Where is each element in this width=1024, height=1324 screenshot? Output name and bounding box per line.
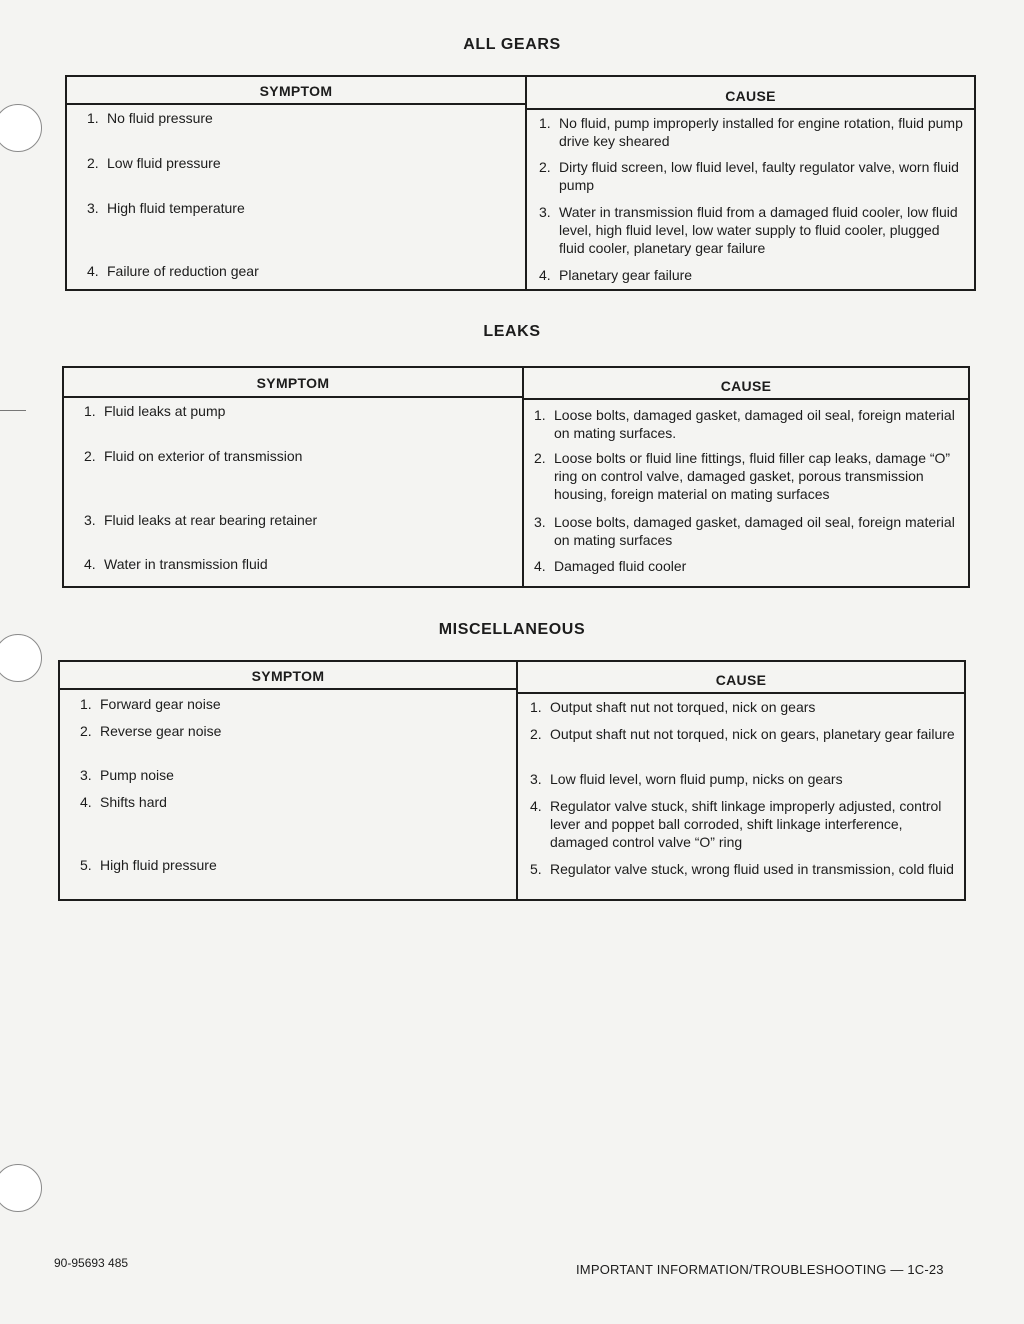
binder-hole: [0, 104, 42, 152]
symptom-item: 1. No fluid pressure: [87, 110, 213, 126]
cause-item: 4. Planetary gear failure: [539, 267, 693, 283]
leaks-table: [62, 366, 970, 588]
binder-hole: [0, 634, 42, 682]
symptom-item: 2. Fluid on exterior of transmission: [84, 448, 303, 464]
symptom-item: 3. Fluid leaks at rear bearing retainer: [84, 512, 318, 528]
margin-mark: [0, 410, 26, 411]
cause-column: [516, 662, 964, 899]
miscellaneous-table: [58, 660, 966, 901]
symptom-item: 5. High fluid pressure: [80, 857, 217, 873]
cause-column: [525, 77, 974, 289]
page-label: IMPORTANT INFORMATION/TROUBLESHOOTING — 1C-23: [576, 1262, 944, 1277]
cause-item: 2. Output shaft nut not torqued, nick on gears, planetary gear failure: [530, 726, 955, 742]
cause-item: 3. Water in transmission fluid from a damaged fluid cooler, low fluid level, high fluid level, low water supply to fluid cooler, plugged fluid cooler, planetary gear failure: [539, 204, 958, 256]
cause-item: 5. Regulator valve stuck, wrong fluid used in transmission, cold fluid: [530, 861, 954, 877]
section-title-leaks: LEAKS: [483, 323, 541, 340]
cause-item: 1. No fluid, pump improperly installed for engine rotation, fluid pump drive key sheared: [539, 115, 963, 149]
symptom-item: 3. Pump noise: [80, 767, 174, 783]
symptom-header: SYMPTOM: [67, 77, 525, 105]
cause-header: CAUSE: [527, 77, 974, 110]
symptom-item: 1. Fluid leaks at pump: [84, 403, 226, 419]
cause-item: 3. Low fluid level, worn fluid pump, nicks on gears: [530, 771, 843, 787]
cause-item: 4. Regulator valve stuck, shift linkage improperly adjusted, control lever and poppet ball corroded, shift linkage interference, damaged control valve “O” ring: [530, 798, 942, 850]
all-gears-table: [65, 75, 976, 291]
cause-item: 1. Output shaft nut not torqued, nick on gears: [530, 699, 816, 715]
symptom-item: 4. Shifts hard: [80, 794, 167, 810]
binder-hole: [0, 1164, 42, 1212]
part-number: 90-95693 485: [54, 1256, 129, 1270]
symptom-column: [67, 77, 525, 289]
symptom-header: SYMPTOM: [60, 662, 516, 690]
cause-column: [522, 368, 968, 586]
cause-header: CAUSE: [524, 368, 968, 400]
section-title-miscellaneous: MISCELLANEOUS: [438, 621, 586, 638]
symptom-item: 4. Failure of reduction gear: [87, 263, 259, 279]
symptom-header: SYMPTOM: [64, 368, 522, 398]
cause-item: 4. Damaged fluid cooler: [534, 558, 687, 574]
symptom-item: 4. Water in transmission fluid: [84, 556, 268, 572]
symptom-column: [64, 368, 522, 586]
symptom-item: 3. High fluid temperature: [87, 200, 245, 216]
cause-item: 1. Loose bolts, damaged gasket, damaged oil seal, foreign material on mating surfaces.: [534, 407, 955, 441]
symptom-column: [60, 662, 516, 899]
symptom-item: 1. Forward gear noise: [80, 696, 221, 712]
section-title-all-gears: ALL GEARS: [463, 36, 561, 53]
cause-item: 2. Dirty fluid screen, low fluid level, faulty regulator valve, worn fluid pump: [539, 159, 959, 193]
symptom-item: 2. Low fluid pressure: [87, 155, 221, 171]
cause-item: 3. Loose bolts, damaged gasket, damaged oil seal, foreign material on mating surfaces: [534, 514, 955, 548]
symptom-item: 2. Reverse gear noise: [80, 723, 222, 739]
cause-header: CAUSE: [518, 662, 964, 694]
cause-item: 2. Loose bolts or fluid line fittings, fluid filler cap leaks, damage “O” ring on control valve, damaged gasket, porous transmission housing, foreign material on mating surfaces: [534, 450, 951, 502]
